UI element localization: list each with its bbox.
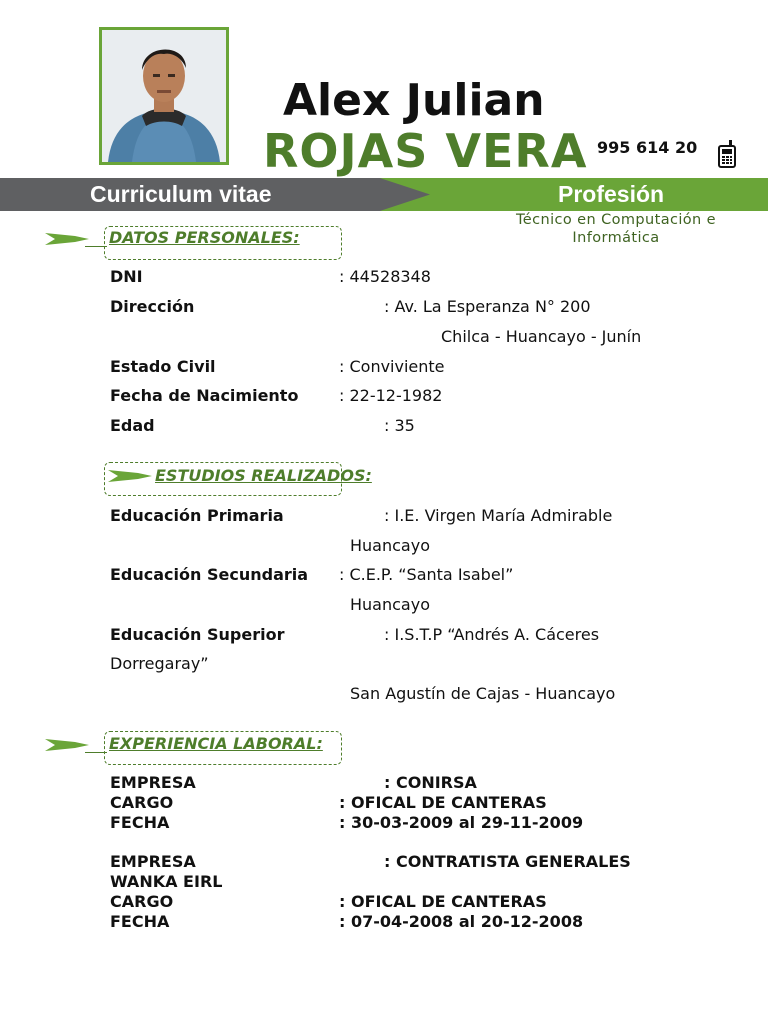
person-photo-icon: [102, 30, 226, 162]
civil-status-label: Estado Civil: [110, 357, 216, 376]
birth-date-value: : 22-12-1982: [339, 386, 443, 405]
primary-education-value-2: Huancayo: [350, 536, 430, 555]
job-company-value: : CONIRSA: [384, 773, 477, 792]
heading-underline: [85, 246, 107, 247]
job-company-label: EMPRESA: [110, 852, 196, 871]
job-role-value: : OFICAL DE CANTERAS: [339, 793, 547, 812]
first-name: Alex Julian: [283, 75, 545, 126]
age-label: Edad: [110, 416, 155, 435]
higher-education-label: Educación Superior: [110, 625, 285, 644]
job-date-label: FECHA: [110, 813, 170, 832]
last-name: ROJAS VERA: [263, 124, 588, 178]
primary-education-label: Educación Primaria: [110, 506, 284, 525]
civil-status-value: : Conviviente: [339, 357, 445, 376]
birth-date-label: Fecha de Nacimiento: [110, 386, 299, 405]
address-value: : Av. La Esperanza N° 200: [384, 297, 591, 316]
green-arrow-icon: [45, 737, 89, 753]
address-label: Dirección: [110, 297, 195, 316]
green-arrow-icon: [108, 468, 152, 484]
age-value: : 35: [384, 416, 415, 435]
section-title-personal: DATOS PERSONALES:: [109, 228, 300, 247]
job-date-value: : 30-03-2009 al 29-11-2009: [339, 813, 584, 832]
job-company-value: : CONTRATISTA GENERALES: [384, 852, 631, 871]
dni-label: DNI: [110, 267, 143, 286]
higher-education-value-2: Dorregaray”: [110, 654, 209, 673]
job-role-label: CARGO: [110, 892, 174, 911]
green-arrow-icon: [45, 231, 89, 247]
job-date-value: : 07-04-2008 al 20-12-2008: [339, 912, 584, 931]
profession-value: Técnico en Computación e Informática: [516, 212, 716, 246]
section-title-experience: EXPERIENCIA LABORAL:: [109, 734, 323, 753]
job-company-label: EMPRESA: [110, 773, 196, 792]
phone-number: 995 614 20: [597, 138, 698, 157]
mobile-phone-icon: [716, 140, 738, 168]
banner-cv-label: Curriculum vitae: [90, 181, 272, 207]
job-role-label: CARGO: [110, 793, 174, 812]
secondary-education-value: : C.E.P. “Santa Isabel”: [339, 565, 514, 584]
banner-profession-label: Profesión: [558, 181, 665, 207]
job-role-value: : OFICAL DE CANTERAS: [339, 892, 547, 911]
secondary-education-value-2: Huancayo: [350, 595, 430, 614]
section-title-studies: ESTUDIOS REALIZADOS:: [155, 466, 372, 485]
higher-education-value-3: San Agustín de Cajas - Huancayo: [350, 684, 616, 703]
primary-education-value: : I.E. Virgen María Admirable: [384, 506, 613, 525]
dni-value: : 44528348: [339, 267, 431, 286]
higher-education-value: : I.S.T.P “Andrés A. Cáceres: [384, 625, 600, 644]
heading-underline: [85, 752, 107, 753]
secondary-education-label: Educación Secundaria: [110, 565, 309, 584]
address-value-2: Chilca - Huancayo - Junín: [441, 327, 642, 346]
job-date-label: FECHA: [110, 912, 170, 931]
profile-photo: [99, 27, 229, 165]
job-company-value-2: WANKA EIRL: [110, 872, 223, 891]
